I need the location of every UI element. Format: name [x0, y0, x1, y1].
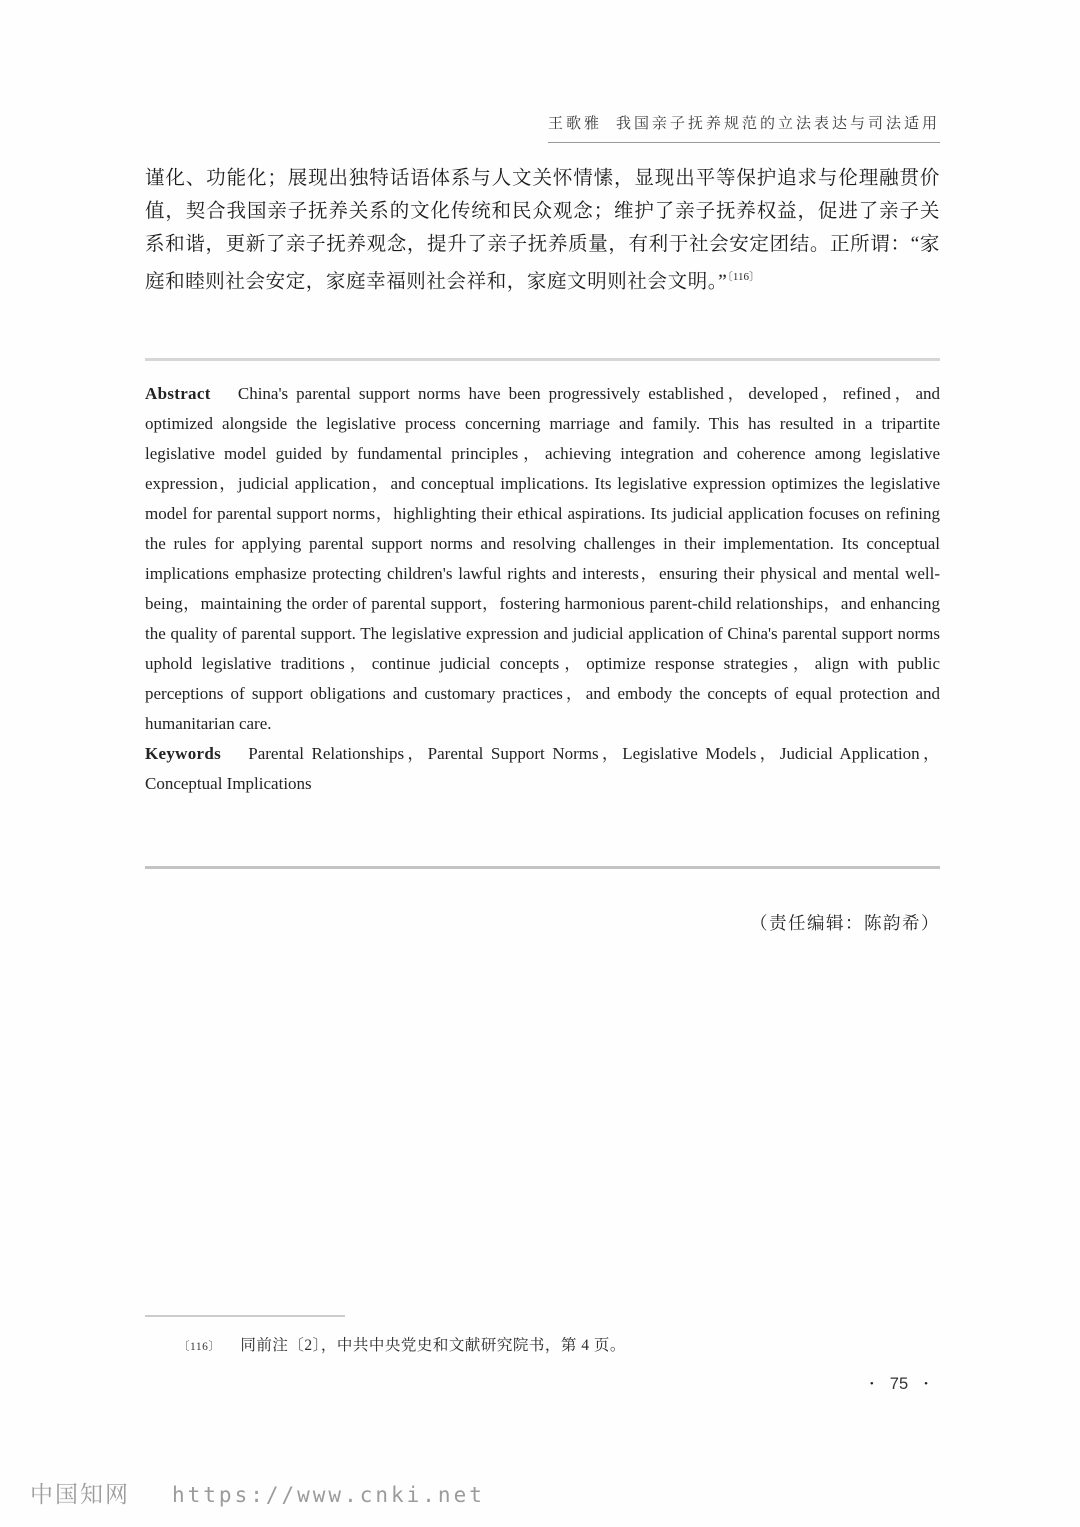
- footnote-divider: [145, 1315, 345, 1317]
- abstract-top-divider: [145, 358, 940, 361]
- cnki-watermark: [30, 1476, 485, 1509]
- running-head-author: 王歌雅: [547, 116, 602, 132]
- page-number-right-dot: •: [924, 1378, 928, 1390]
- keywords-text: Parental Relationships，Parental Support Norms，Legislative Models，Judicial Application，Conceptual Implications: [145, 744, 940, 793]
- editor-note: （责任编辑：陈韵希）: [750, 913, 940, 933]
- footnote-marker: 〔116〕: [178, 1341, 221, 1353]
- running-head-title: 我国亲子抚养规范的立法表达与司法适用: [615, 116, 940, 132]
- abstract-section: [145, 379, 940, 799]
- page-number-left-dot: •: [869, 1378, 874, 1390]
- footnote-text: 同前注〔2〕，中共中央党史和文献研究院书，第 4 页。: [240, 1337, 626, 1354]
- abstract-paragraph: [145, 379, 940, 739]
- abstract-label: Abstract: [145, 384, 211, 403]
- body-paragraph: [145, 162, 940, 299]
- page-number-value: 75: [889, 1375, 909, 1393]
- running-head: [145, 112, 940, 143]
- footnote: [178, 1333, 940, 1355]
- abstract-bottom-divider: [145, 866, 940, 869]
- running-head-underline: [548, 112, 940, 143]
- footnote-reference: 〔116〕: [727, 271, 760, 283]
- keywords-paragraph: [145, 739, 940, 799]
- cnki-brand: 中国知网: [30, 1482, 130, 1507]
- abstract-text: China's parental support norms have been progressively established，developed，refined，and optimized alongside the legislative process concerning marriage and family. This has resulted in a tripartite legislative model guided by fundamental principles，achieving integration and coherence among legislative expression，judicial application，and conceptual implications. Its legislative expression optimizes the legislative model for parental support norms，highlighting their ethical aspirations. Its judicial application focuses on refining the rules for applying parental support norms and resolving challenges in their implementation. Its conceptual implications emphasize protecting children's lawful rights and interests，ensuring their physical and mental well-being，maintaining the order of parental support，fostering harmonious parent-child relationships，and enhancing the quality of parental support. The legislative expression and judicial application of China's parental support norms uphold legislative traditions，continue judicial concepts，optimize response strategies，align with public perceptions of support obligations and customary practices，and embody the concepts of equal protection and humanitarian care.: [145, 384, 940, 733]
- keywords-label: Keywords: [145, 744, 222, 763]
- page-number: [145, 1374, 940, 1394]
- body-paragraph-text: 谨化、功能化；展现出独特话语体系与人文关怀情愫，显现出平等保护追求与伦理融贯价值，契合我国亲子抚养关系的文化传统和民众观念；维护了亲子抚养权益，促进了亲子关系和谐，更新了亲子抚养观念，提升了亲子抚养质量，有利于社会安定团结。正所谓：“家庭和睦则社会安定，家庭幸福则社会祥和，家庭文明则社会文明。”: [145, 168, 940, 293]
- cnki-url: https://www.cnki.net: [172, 1483, 485, 1507]
